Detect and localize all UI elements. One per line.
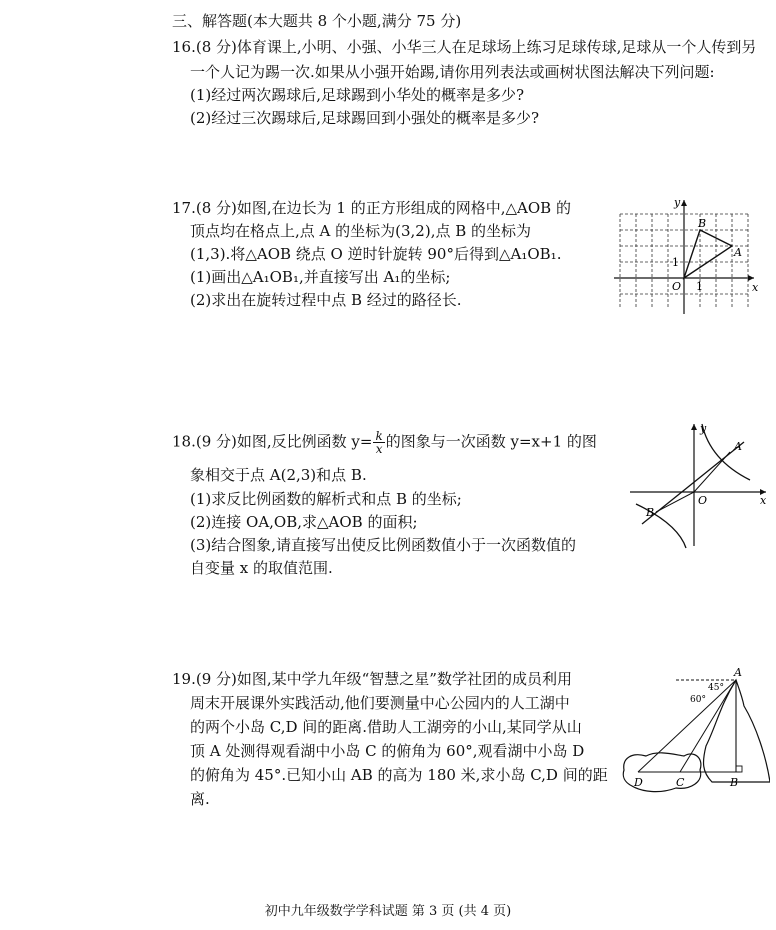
y-tick-1: 1 [672,256,679,269]
origin-label: O [672,280,682,293]
y-axis-arrow [691,424,697,430]
q19-mountain-figure [620,666,770,806]
q17-line-4: (1)画出△A₁OB₁,并直接写出 A₁的坐标; [190,268,451,286]
q17-line-1: 17.(8 分)如图,在边长为 1 的正方形组成的网格中,△AOB 的 [172,199,571,217]
q18-line-1 [172,430,597,455]
point-d-label: D [634,776,643,789]
sight-line-ad [638,680,736,772]
y-axis-label: y [674,196,681,209]
segment-ob [656,492,694,512]
q17-line-5: (2)求出在旋转过程中点 B 经过的路径长. [190,291,462,309]
q18-line-5: (3)结合图象,请直接写出使反比例函数值小于一次函数值的 [190,536,577,554]
hyperbola-branch-2 [636,504,686,548]
point-c-label: C [676,776,685,789]
point-b-label: B [730,776,739,789]
x-axis-label: x [760,494,767,507]
q16-line-2: 一个人记为踢一次.如果从小强开始踢,请你用列表法或画树状图法解决下列问题: [190,63,715,81]
mountain-outline [704,680,770,782]
fraction-k-over-x [373,430,384,455]
point-a-label: A [734,666,742,679]
y-axis-arrow [681,200,687,206]
segment-oa [694,452,730,492]
q18-line-6: 自变量 x 的取值范围. [190,559,333,577]
point-a-label: A [734,440,742,453]
q17-line-3: (1,3).将△AOB 绕点 O 逆时针旋转 90°后得到△A₁OB₁. [190,245,562,263]
q17-line-2: 顶点均在格点上,点 A 的坐标为(3,2),点 B 的坐标为 [190,222,532,240]
q18-function-figure [626,420,771,550]
sight-line-ac [680,680,736,772]
page-footer: 初中九年级数学学科试题 第 3 页 (共 4 页) [264,904,512,919]
y-axis-label: y [700,422,707,435]
point-b-label: B [646,506,655,519]
x-axis-label: x [752,281,758,294]
q16-line-1: 16.(8 分)体育课上,小明、小强、小华三人在足球场上练习足球传球,足球从一个人传到另 [172,38,757,56]
point-a-label: A [734,246,742,259]
angle-45-label: 45° [708,683,724,693]
q18-line-1-prefix: 18.(9 分)如图,反比例函数 y= [172,432,373,451]
q19-line-5: 的俯角为 45°.已知小山 AB 的高为 180 米,求小岛 C,D 间的距 [190,766,608,784]
q19-line-1: 19.(9 分)如图,某中学九年级“智慧之星”数学社团的成员利用 [172,670,572,688]
angle-60-label: 60° [690,695,706,705]
fraction-numerator: k [375,429,383,443]
q18-line-3: (1)求反比例函数的解析式和点 B 的坐标; [190,490,462,508]
x-tick-1: 1 [696,280,703,293]
fraction-denominator: x [375,442,383,456]
section-title: 三、解答题(本大题共 8 个小题,满分 75 分) [172,12,462,30]
triangle-aob [684,230,732,278]
right-angle-marker [736,766,742,772]
q18-line-4: (2)连接 OA,OB,求△AOB 的面积; [190,513,418,531]
hyperbola-branch-1 [702,424,750,480]
q18-line-1-suffix: 的图象与一次函数 y=x+1 的图 [385,432,597,451]
q18-line-2: 象相交于点 A(2,3)和点 B. [190,466,367,484]
q16-line-3: (1)经过两次踢球后,足球踢到小华处的概率是多少? [190,86,525,104]
q16-line-4: (2)经过三次踢球后,足球踢回到小强处的概率是多少? [190,109,540,127]
point-b-label: B [698,217,707,230]
q19-line-6: 离. [190,790,210,808]
q19-line-3: 的两个小岛 C,D 间的距离.借助人工湖旁的小山,某同学从山 [190,718,582,736]
q17-grid-figure [608,196,758,316]
q19-line-4: 顶 A 处测得观看湖中小岛 C 的俯角为 60°,观看湖中小岛 D [190,742,585,760]
origin-label: O [698,494,708,507]
q19-line-2: 周末开展课外实践活动,他们要测量中心公园内的人工湖中 [190,694,570,712]
